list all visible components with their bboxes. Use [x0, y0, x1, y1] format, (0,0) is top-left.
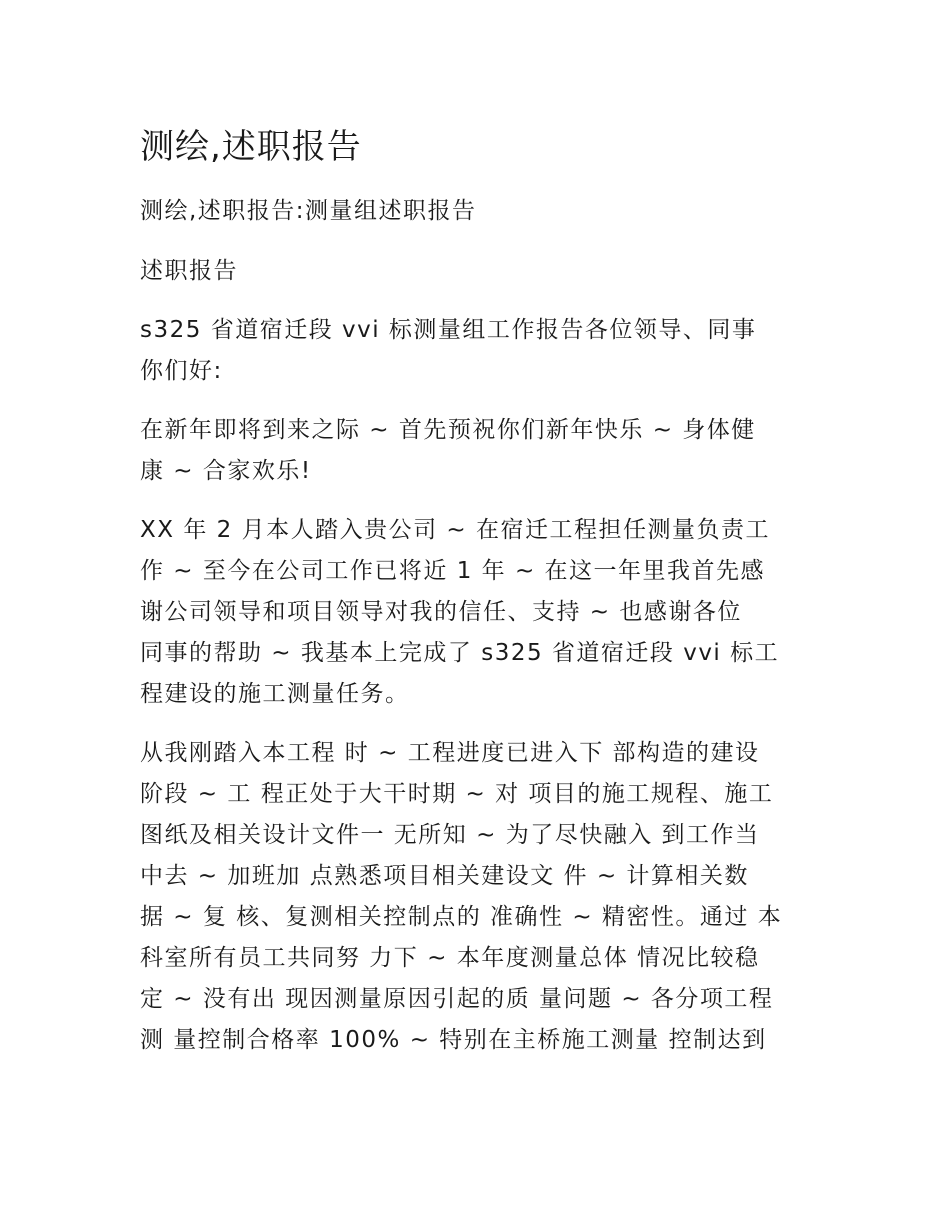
paragraph-line: 测绘,述职报告:测量组述职报告 — [140, 198, 477, 224]
paragraph-line: 作 ~ 至今在公司工作已将近 1 年 ~ 在这一年里我首先感 — [140, 558, 766, 584]
paragraph-line: XX 年 2 月本人踏入贵公司 ~ 在宿迁工程担任测量负责工 — [140, 517, 770, 543]
paragraph-line: 述职报告 — [140, 258, 238, 284]
paragraph-line: 测 量控制合格率 100% ~ 特别在主桥施工测量 控制达到 — [140, 1027, 767, 1053]
section-heading-paragraph — [140, 251, 820, 292]
paragraph-line: 程建设的施工测量任务。 — [140, 681, 410, 707]
paragraph-line: 在新年即将到来之际 ~ 首先预祝你们新年快乐 ~ 身体健 — [140, 417, 756, 443]
paragraph-line: 图纸及相关设计文件一 无所知 ~ 为了尽快融入 到工作当 — [140, 822, 760, 848]
work-summary-paragraph — [140, 733, 820, 1061]
paragraph-line: 中去 ~ 加班加 点熟悉项目相关建设文 件 ~ 计算相关数 — [140, 863, 749, 889]
paragraph-line: 科室所有员工共同努 力下 ~ 本年度测量总体 情况比较稳 — [140, 945, 760, 971]
subtitle-paragraph — [140, 191, 820, 232]
paragraph-line: 谢公司领导和项目领导对我的信任、支持 ~ 也感谢各位 — [140, 599, 742, 625]
introduction-paragraph — [140, 510, 820, 715]
paragraph-line: 你们好: — [140, 358, 223, 384]
paragraph-line: 阶段 ~ 工 程正处于大干时期 ~ 对 项目的施工规程、施工 — [140, 781, 774, 807]
paragraph-line: 同事的帮助 ~ 我基本上完成了 s325 省道宿迁段 vvi 标工 — [140, 640, 780, 666]
new-year-wishes-paragraph — [140, 410, 820, 492]
document-title: 测绘,述职报告 — [140, 127, 362, 167]
paragraph-line: 从我刚踏入本工程 时 ~ 工程进度已进入下 部构造的建设 — [140, 740, 760, 766]
paragraph-line: 康 ~ 合家欢乐! — [140, 458, 312, 484]
greeting-paragraph — [140, 310, 820, 392]
paragraph-line: s325 省道宿迁段 vvi 标测量组工作报告各位领导、同事 — [140, 317, 757, 343]
paragraph-line: 定 ~ 没有出 现因测量原因引起的质 量问题 ~ 各分项工程 — [140, 986, 774, 1012]
paragraph-line: 据 ~ 复 核、复测相关控制点的 准确性 ~ 精密性。通过 本 — [140, 904, 783, 930]
